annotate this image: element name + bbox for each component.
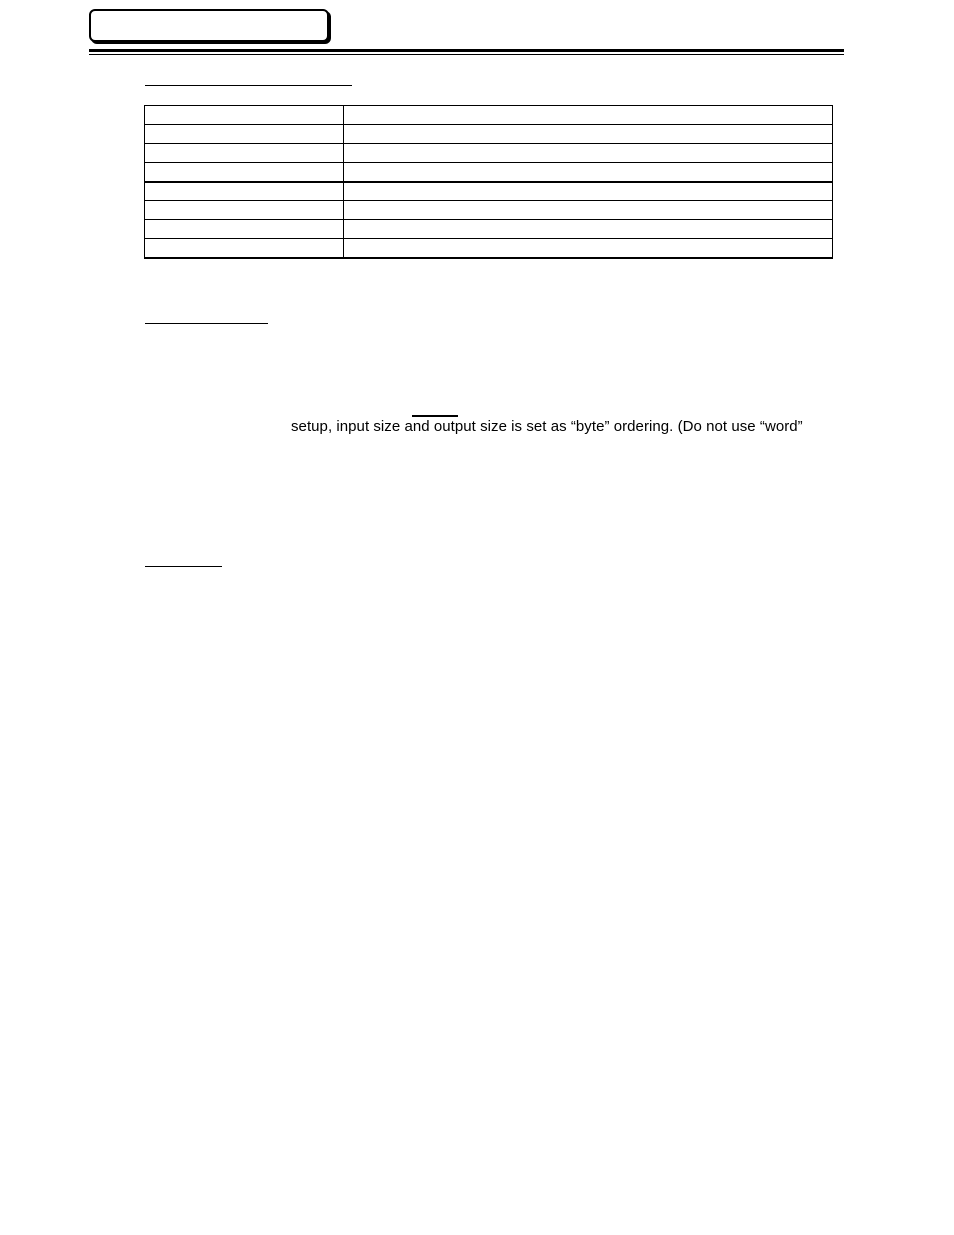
table-row: [145, 239, 833, 258]
table-cell: [344, 220, 833, 239]
table-cell: [344, 239, 833, 258]
table-row: [145, 106, 833, 125]
table-cell: [145, 125, 344, 144]
header-rule-thin: [89, 54, 844, 55]
table-row: [145, 201, 833, 220]
section-heading-underline-2: [145, 323, 268, 324]
table-cell: [344, 144, 833, 163]
table-cell: [344, 201, 833, 220]
section-heading-underline-3: [145, 566, 222, 567]
table-cell: [145, 201, 344, 220]
table-cell: [145, 239, 344, 258]
table-cell: [145, 220, 344, 239]
table-cell: [145, 106, 344, 125]
table-cell: [344, 182, 833, 201]
section-heading-underline-1: [145, 85, 352, 86]
table-row: [145, 125, 833, 144]
table-row: [145, 182, 833, 201]
table-row: [145, 163, 833, 182]
overline-mark: [412, 415, 458, 417]
setup-text-line: setup, input size and output size is set as “byte” ordering. (Do not use “word”: [291, 418, 803, 435]
table-row: [145, 144, 833, 163]
table-cell: [145, 163, 344, 182]
table-cell: [145, 182, 344, 201]
table-row: [145, 220, 833, 239]
table-cell: [145, 144, 344, 163]
table-cell: [344, 163, 833, 182]
table-cell: [344, 125, 833, 144]
header-rule-thick: [89, 49, 844, 52]
table-cell: [344, 106, 833, 125]
spec-table: [144, 105, 833, 259]
header-title-box: [89, 9, 329, 42]
